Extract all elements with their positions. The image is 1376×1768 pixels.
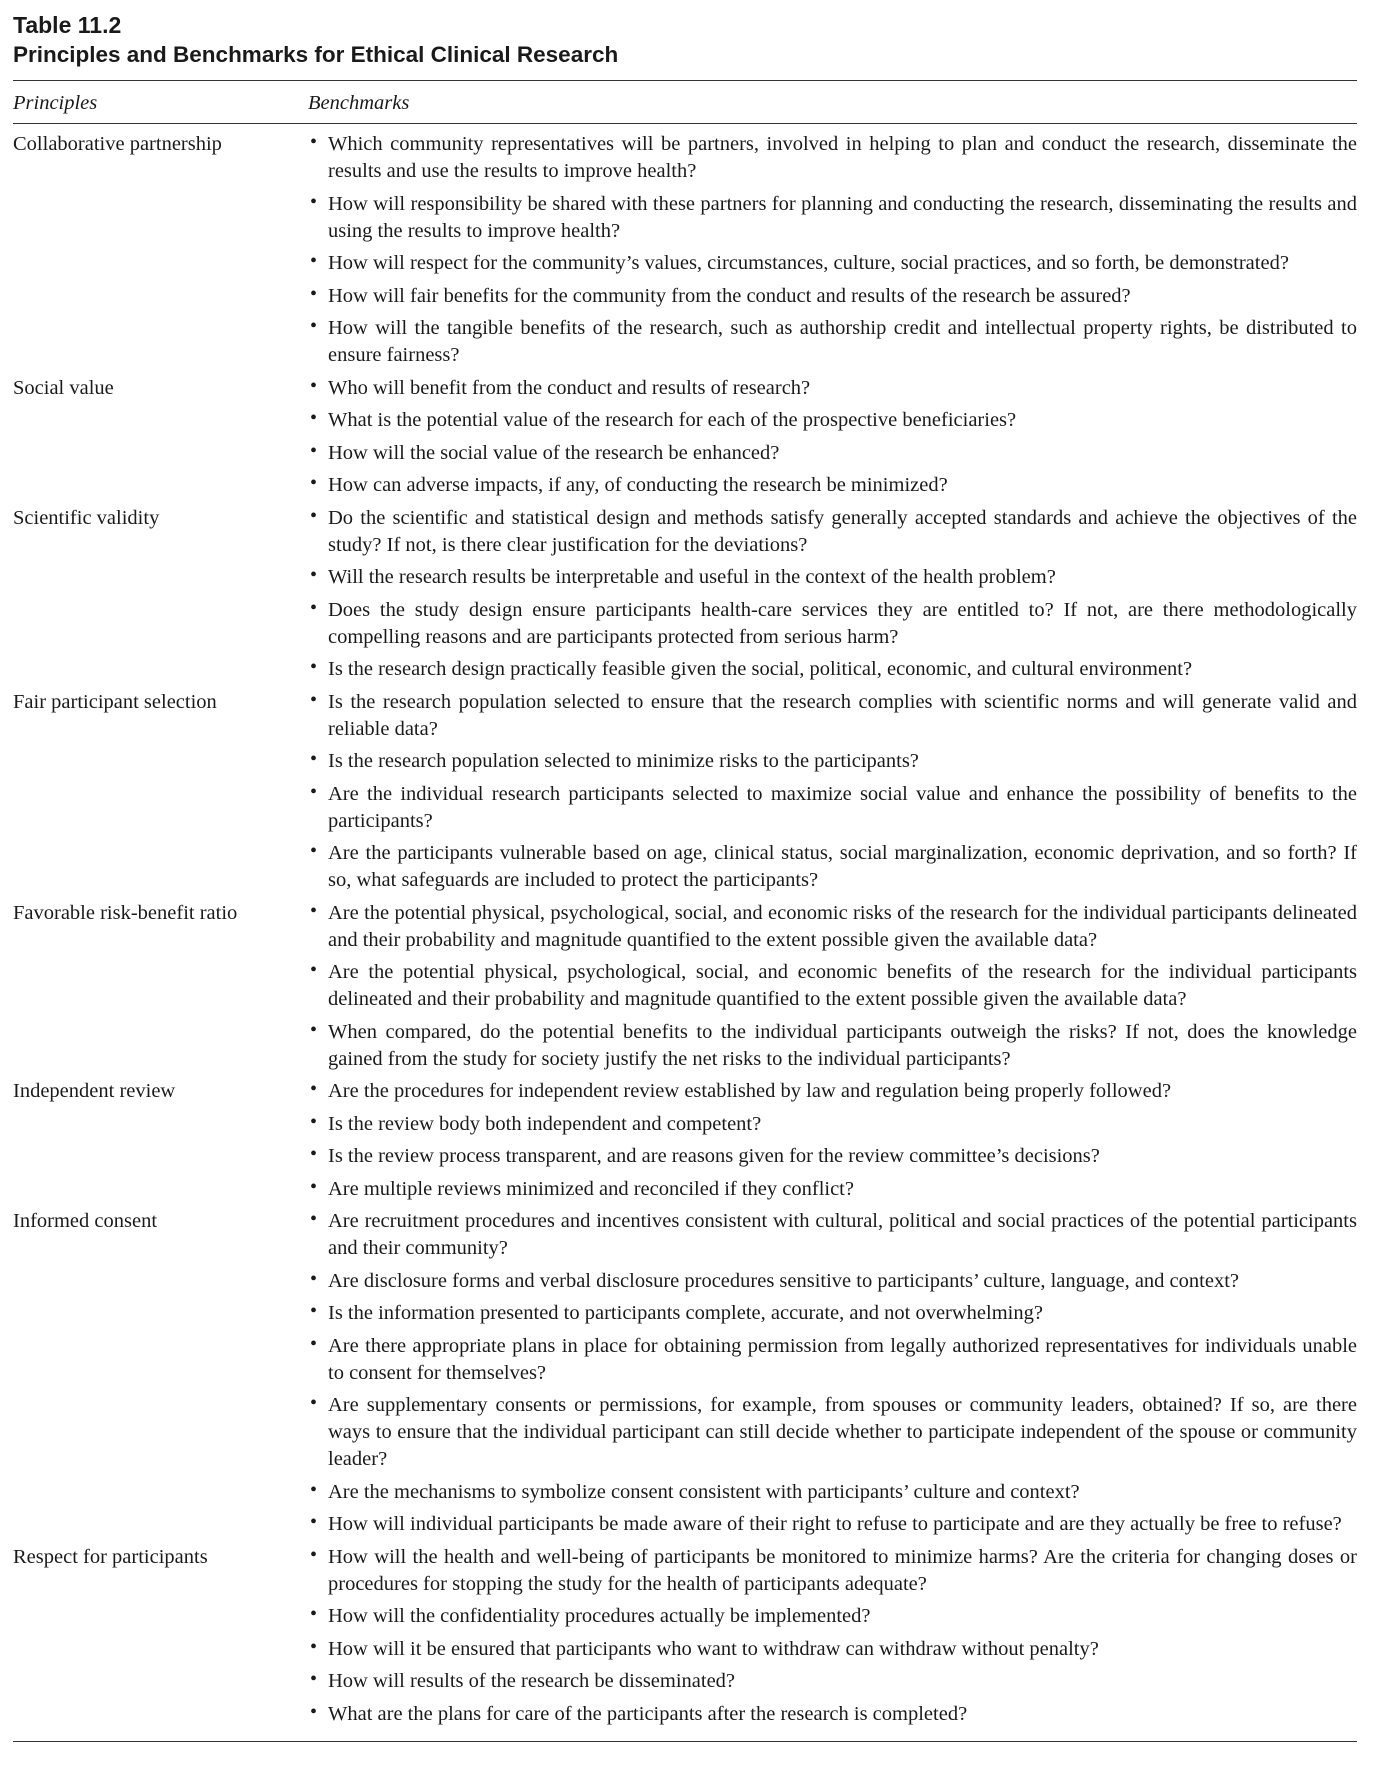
principle-cell: Informed consent <box>13 1210 158 1232</box>
bottom-rule <box>13 1741 1357 1742</box>
benchmark-item: • Are the procedures for independent review established by law and regulation being properly followed? <box>308 1078 1357 1105</box>
benchmark-item: • How will the confidentiality procedures actually be implemented? <box>308 1603 1357 1630</box>
benchmark-item: • Is the research population selected to minimize risks to the participants? <box>308 748 1357 775</box>
benchmark-list <box>308 900 1357 1079</box>
benchmark-item: • Are supplementary consents or permissions, for example, from spouses or community leaders, obtained? If so, are there ways to ensure that the individual participant can still decide whether to participate independent of the spouse or community leader? <box>308 1392 1357 1473</box>
benchmark-list <box>308 689 1357 900</box>
benchmark-item: • Are recruitment procedures and incentives consistent with cultural, political and social practices of the potential participants and their community? <box>308 1208 1357 1262</box>
benchmark-item: • Are the participants vulnerable based on age, clinical status, social marginalization, economic deprivation, and so forth? If so, what safeguards are included to protect the participants? <box>308 840 1357 894</box>
table-body <box>13 131 1357 1733</box>
benchmark-item: • How will results of the research be disseminated? <box>308 1668 1357 1695</box>
benchmark-item: • Are the potential physical, psychological, social, and economic benefits of the research for the individual participants delineated and their probability and magnitude quantified to the extent possible given the available data? <box>308 959 1357 1013</box>
table-row <box>13 1544 1357 1734</box>
table-row <box>13 1078 1357 1208</box>
benchmark-list <box>308 1208 1357 1544</box>
principle-cell: Fair participant selection <box>13 690 217 713</box>
benchmark-item: • Are multiple reviews minimized and reconciled if they conflict? <box>308 1176 1357 1203</box>
benchmark-item: • Is the information presented to participants complete, accurate, and not overwhelming? <box>308 1300 1357 1327</box>
benchmark-item: • Will the research results be interpretable and useful in the context of the health problem? <box>308 564 1357 591</box>
principle-cell: Collaborative partnership <box>13 133 222 155</box>
benchmark-item: • How will the social value of the research be enhanced? <box>308 440 1357 467</box>
table-header-row <box>13 90 1357 116</box>
principles-column-header: Principles <box>13 92 98 114</box>
table-row <box>13 1208 1357 1544</box>
benchmark-item: • Are there appropriate plans in place for obtaining permission from legally authorized representatives for individuals unable to consent for themselves? <box>308 1333 1357 1387</box>
benchmark-item: • How will respect for the community’s values, circumstances, culture, social practices, and so forth, be demonstrated? <box>308 250 1357 277</box>
benchmark-item: • How can adverse impacts, if any, of conducting the research be minimized? <box>308 472 1357 499</box>
benchmark-item: • What are the plans for care of the participants after the research is completed? <box>308 1701 1357 1728</box>
table-title: Principles and Benchmarks for Ethical Clinical Research <box>13 42 619 67</box>
principle-cell: Respect for participants <box>13 1545 208 1568</box>
benchmark-item: • Do the scientific and statistical design and methods satisfy generally accepted standards and achieve the objectives of the study? If not, is there clear justification for the deviations? <box>308 505 1357 559</box>
benchmark-list <box>308 1544 1357 1734</box>
benchmark-item: • Is the research population selected to ensure that the research complies with scientific norms and will generate valid and reliable data? <box>308 689 1357 743</box>
benchmark-list <box>308 505 1357 689</box>
benchmark-item: • How will individual participants be made aware of their right to refuse to participate and are they actually be free to refuse? <box>308 1511 1357 1538</box>
table-page <box>13 12 1357 1742</box>
benchmark-list <box>308 375 1357 505</box>
benchmark-item: • When compared, do the potential benefits to the individual participants outweigh the risks? If not, does the knowledge gained from the study for society justify the net risks to the individual participants? <box>308 1019 1357 1073</box>
table-row <box>13 375 1357 505</box>
benchmark-item: • How will fair benefits for the community from the conduct and results of the research be assured? <box>308 283 1357 310</box>
top-rule <box>13 80 1357 81</box>
benchmark-list <box>308 131 1357 375</box>
benchmark-item: • Which community representatives will be partners, involved in helping to plan and conduct the research, disseminate the results and use the results to improve health? <box>308 131 1357 185</box>
benchmark-item: • Are the individual research participants selected to maximize social value and enhance the possibility of benefits to the participants? <box>308 781 1357 835</box>
benchmark-item: • How will the health and well-being of participants be monitored to minimize harms? Are the criteria for changing doses or procedures for stopping the study for the health of participants adequate? <box>308 1544 1357 1598</box>
table-label: Table 11.2 <box>13 12 122 38</box>
benchmark-item: • Is the review process transparent, and are reasons given for the review committee’s decisions? <box>308 1143 1357 1170</box>
principle-cell: Social value <box>13 376 114 399</box>
benchmark-item: • Are the potential physical, psychological, social, and economic risks of the research for the individual participants delineated and their probability and magnitude quantified to the extent possible given the available data? <box>308 900 1357 954</box>
benchmark-item: • How will responsibility be shared with these partners for planning and conducting the research, disseminating the results and using the results to improve health? <box>308 191 1357 245</box>
benchmarks-column-header: Benchmarks <box>308 92 410 114</box>
principle-cell: Favorable risk-benefit ratio <box>13 901 238 924</box>
benchmark-item: • Does the study design ensure participants health-care services they are entitled to? If not, are there methodologically compelling reasons and are participants protected from serious harm? <box>308 597 1357 651</box>
header-rule <box>13 123 1357 124</box>
table-row <box>13 505 1357 689</box>
benchmark-list <box>308 1078 1357 1208</box>
benchmark-item: • How will the tangible benefits of the research, such as authorship credit and intellectual property rights, be distributed to ensure fairness? <box>308 315 1357 369</box>
benchmark-item: • Who will benefit from the conduct and results of research? <box>308 375 1357 402</box>
benchmark-item: • Is the research design practically feasible given the social, political, economic, and cultural environment? <box>308 656 1357 683</box>
benchmark-item: • Are disclosure forms and verbal disclosure procedures sensitive to participants’ culture, language, and context? <box>308 1268 1357 1295</box>
benchmark-item: • Are the mechanisms to symbolize consent consistent with participants’ culture and context? <box>308 1479 1357 1506</box>
table-row <box>13 689 1357 900</box>
principle-cell: Scientific validity <box>13 506 160 529</box>
benchmark-item: • Is the review body both independent and competent? <box>308 1111 1357 1138</box>
benchmark-item: • What is the potential value of the research for each of the prospective beneficiaries? <box>308 407 1357 434</box>
table-row <box>13 900 1357 1079</box>
principle-cell: Independent review <box>13 1080 176 1102</box>
table-row <box>13 131 1357 375</box>
benchmark-item: • How will it be ensured that participants who want to withdraw can withdraw without penalty? <box>308 1636 1357 1663</box>
